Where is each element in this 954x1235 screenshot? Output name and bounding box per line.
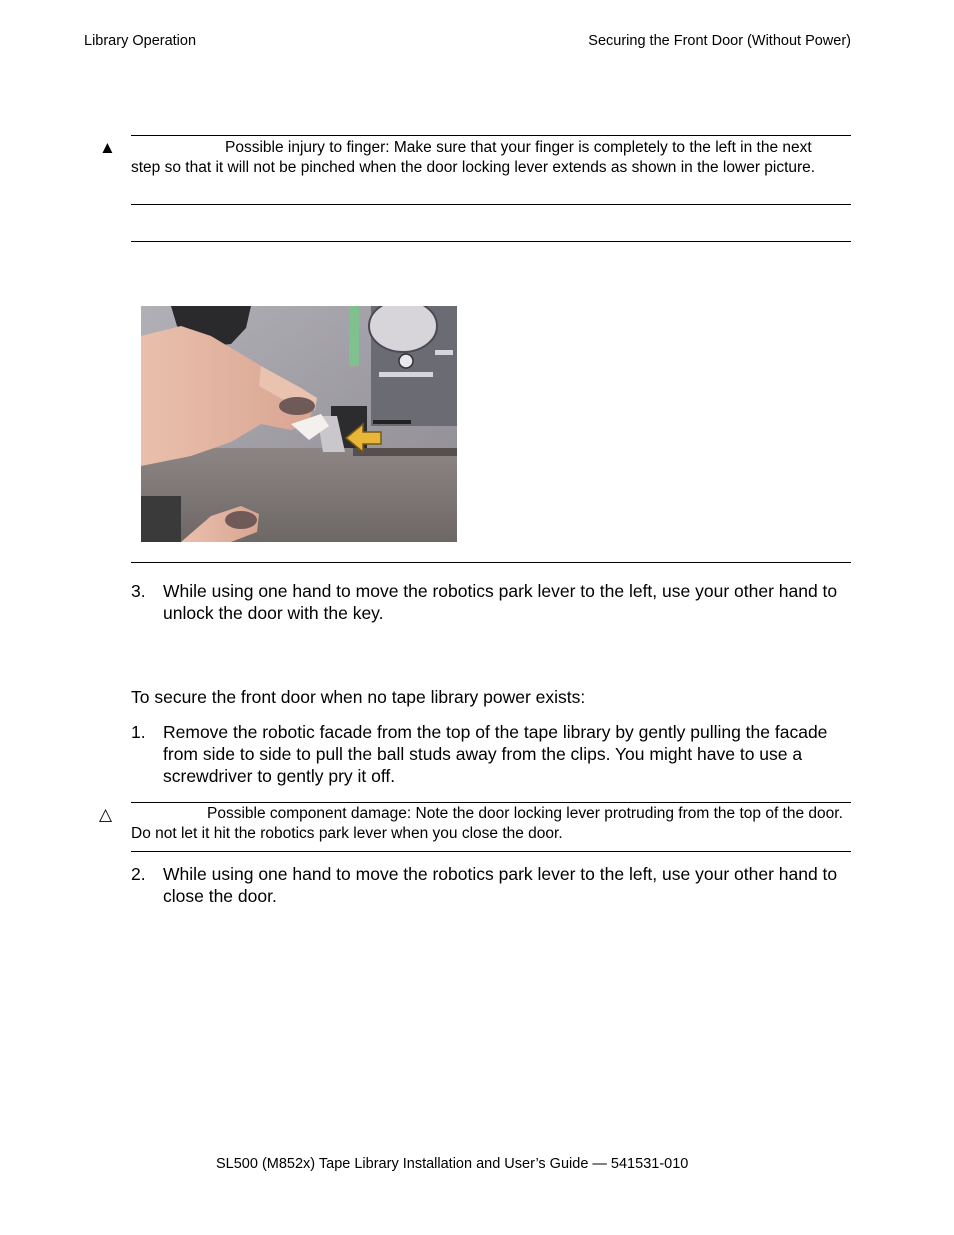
step-text: Remove the robotic facade from the top of the tape library by gently pulling the facade from side to side to pull the ball studs away from the clips. You might have to use a screwdriver to gently pry it off. [163,722,828,786]
caution-text: Possible component damage: Note the door locking lever protruding from the top of the door. Do not let it hit the robotics park lever when you close the door. [131,805,843,842]
warning-top-rule [131,135,851,136]
warning-text: Possible injury to finger: Make sure that your finger is completely to the left in the next step so that it will not be pinched when the door locking lever extends as shown in the lower picture. [131,139,816,176]
header-section-title: Library Operation [84,33,197,49]
caution-triangle-outline-icon: △ [99,805,113,824]
procedure-intro: To secure the front door when no tape library power exists: [131,687,586,707]
step-number: 2. [131,864,146,884]
warning-note [131,138,843,178]
figure-top-rule [131,241,851,242]
footer-document-title: SL500 (M852x) Tape Library Installation and User’s Guide — 541531-010 [216,1156,689,1172]
caution-note [131,804,847,844]
step-number: 1. [131,722,146,742]
caution-top-rule [131,802,851,803]
step-number: 3. [131,581,146,601]
step-text: While using one hand to move the robotics park lever to the left, use your other hand to close the door. [163,864,838,906]
caution-bottom-rule [131,851,851,852]
door-locking-lever-photo [141,306,457,542]
warning-triangle-filled-icon: ▲ [99,138,116,157]
header-topic-title: Securing the Front Door (Without Power) [588,33,851,49]
step-text: While using one hand to move the robotics park lever to the left, use your other hand to unlock the door with the key. [163,581,838,623]
warning-bottom-rule [131,204,851,205]
figure-bottom-rule [131,562,851,563]
